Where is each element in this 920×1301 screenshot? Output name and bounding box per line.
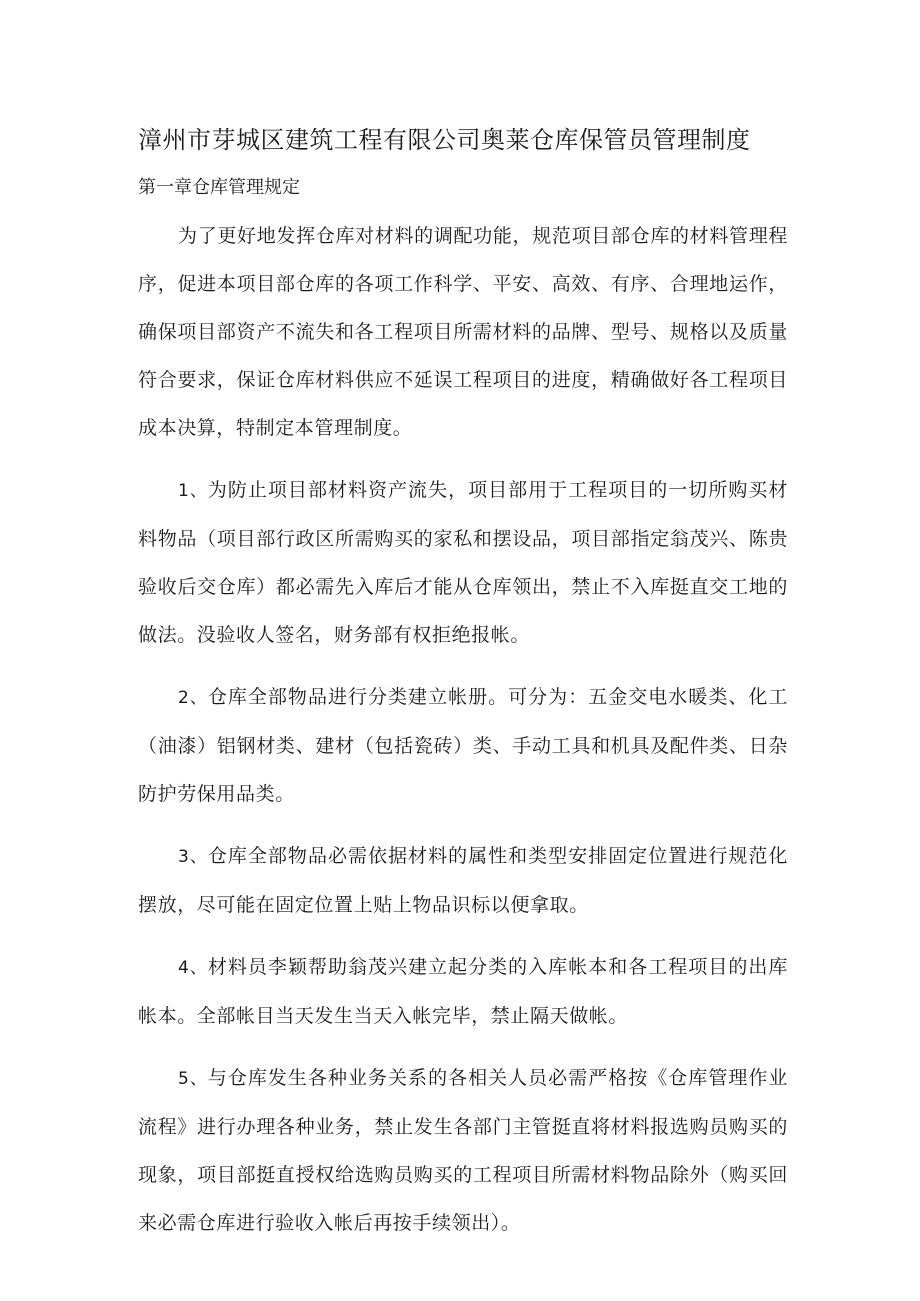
rule-number: 1、: [178, 481, 208, 501]
chapter-title: 第一章仓库管理规定: [138, 177, 300, 198]
rule-text: 为防止项目部材料资产流失，项目部用于工程项目的一切所购买材料物品（项目部行政区所需购买的家私和摆设品，项目部指定翁茂兴、陈贵验收后交仓库）都必需先入库后才能从仓库领出，禁止不入库挺直交工地的做法。没验收人签名，财务部有权拒绝报帐。: [138, 479, 788, 646]
rule-text: 仓库全部物品必需依据材料的属性和类型安排固定位置进行规范化摆放，尽可能在固定位置上贴上物品识标以便拿取。: [138, 845, 788, 916]
rule-number: 4、: [178, 958, 208, 978]
document-title: 漳州市芽城区建筑工程有限公司奥莱仓库保管员管理制度: [138, 126, 751, 154]
document-body: [138, 212, 788, 1261]
rule-number: 5、: [178, 1069, 208, 1089]
rule-paragraph-3: [138, 832, 788, 929]
intro-paragraph: 为了更好地发挥仓库对材料的调配功能，规范项目部仓库的材料管理程序，促进本项目部仓库的各项工作科学、平安、高效、有序、合理地运作，确保项目部资产不流失和各工程项目所需材料的品牌、型号、规格以及质量符合要求，保证仓库材料供应不延误工程项目的进度，精确做好各工程项目成本决算，特制定本管理制度。: [138, 225, 788, 439]
rule-paragraph-5: [138, 1054, 788, 1247]
rule-paragraph-2: [138, 673, 788, 818]
rule-paragraph-4: [138, 943, 788, 1040]
rule-text: 与仓库发生各种业务关系的各相关人员必需严格按《仓库管理作业流程》进行办理各种业务，禁止发生各部门主管挺直将材料报选购员购买的现象，项目部挺直授权给选购员购买的工程项目所需材料物品除外（购买回来必需仓库进行验收入帐后再按手续领出）。: [138, 1067, 788, 1234]
rule-text: 材料员李颖帮助翁茂兴建立起分类的入库帐本和各工程项目的出库帐本。全部帐目当天发生当天入帐完毕，禁止隔天做帐。: [138, 956, 788, 1027]
rule-number: 2、: [178, 688, 208, 708]
rule-number: 3、: [178, 847, 208, 867]
rule-paragraph-1: [138, 466, 788, 659]
rule-text: 仓库全部物品进行分类建立帐册。可分为：五金交电水暖类、化工（油漆）铝钢材类、建材（包括瓷砖）类、手动工具和机具及配件类、日杂防护劳保用品类。: [138, 686, 788, 805]
